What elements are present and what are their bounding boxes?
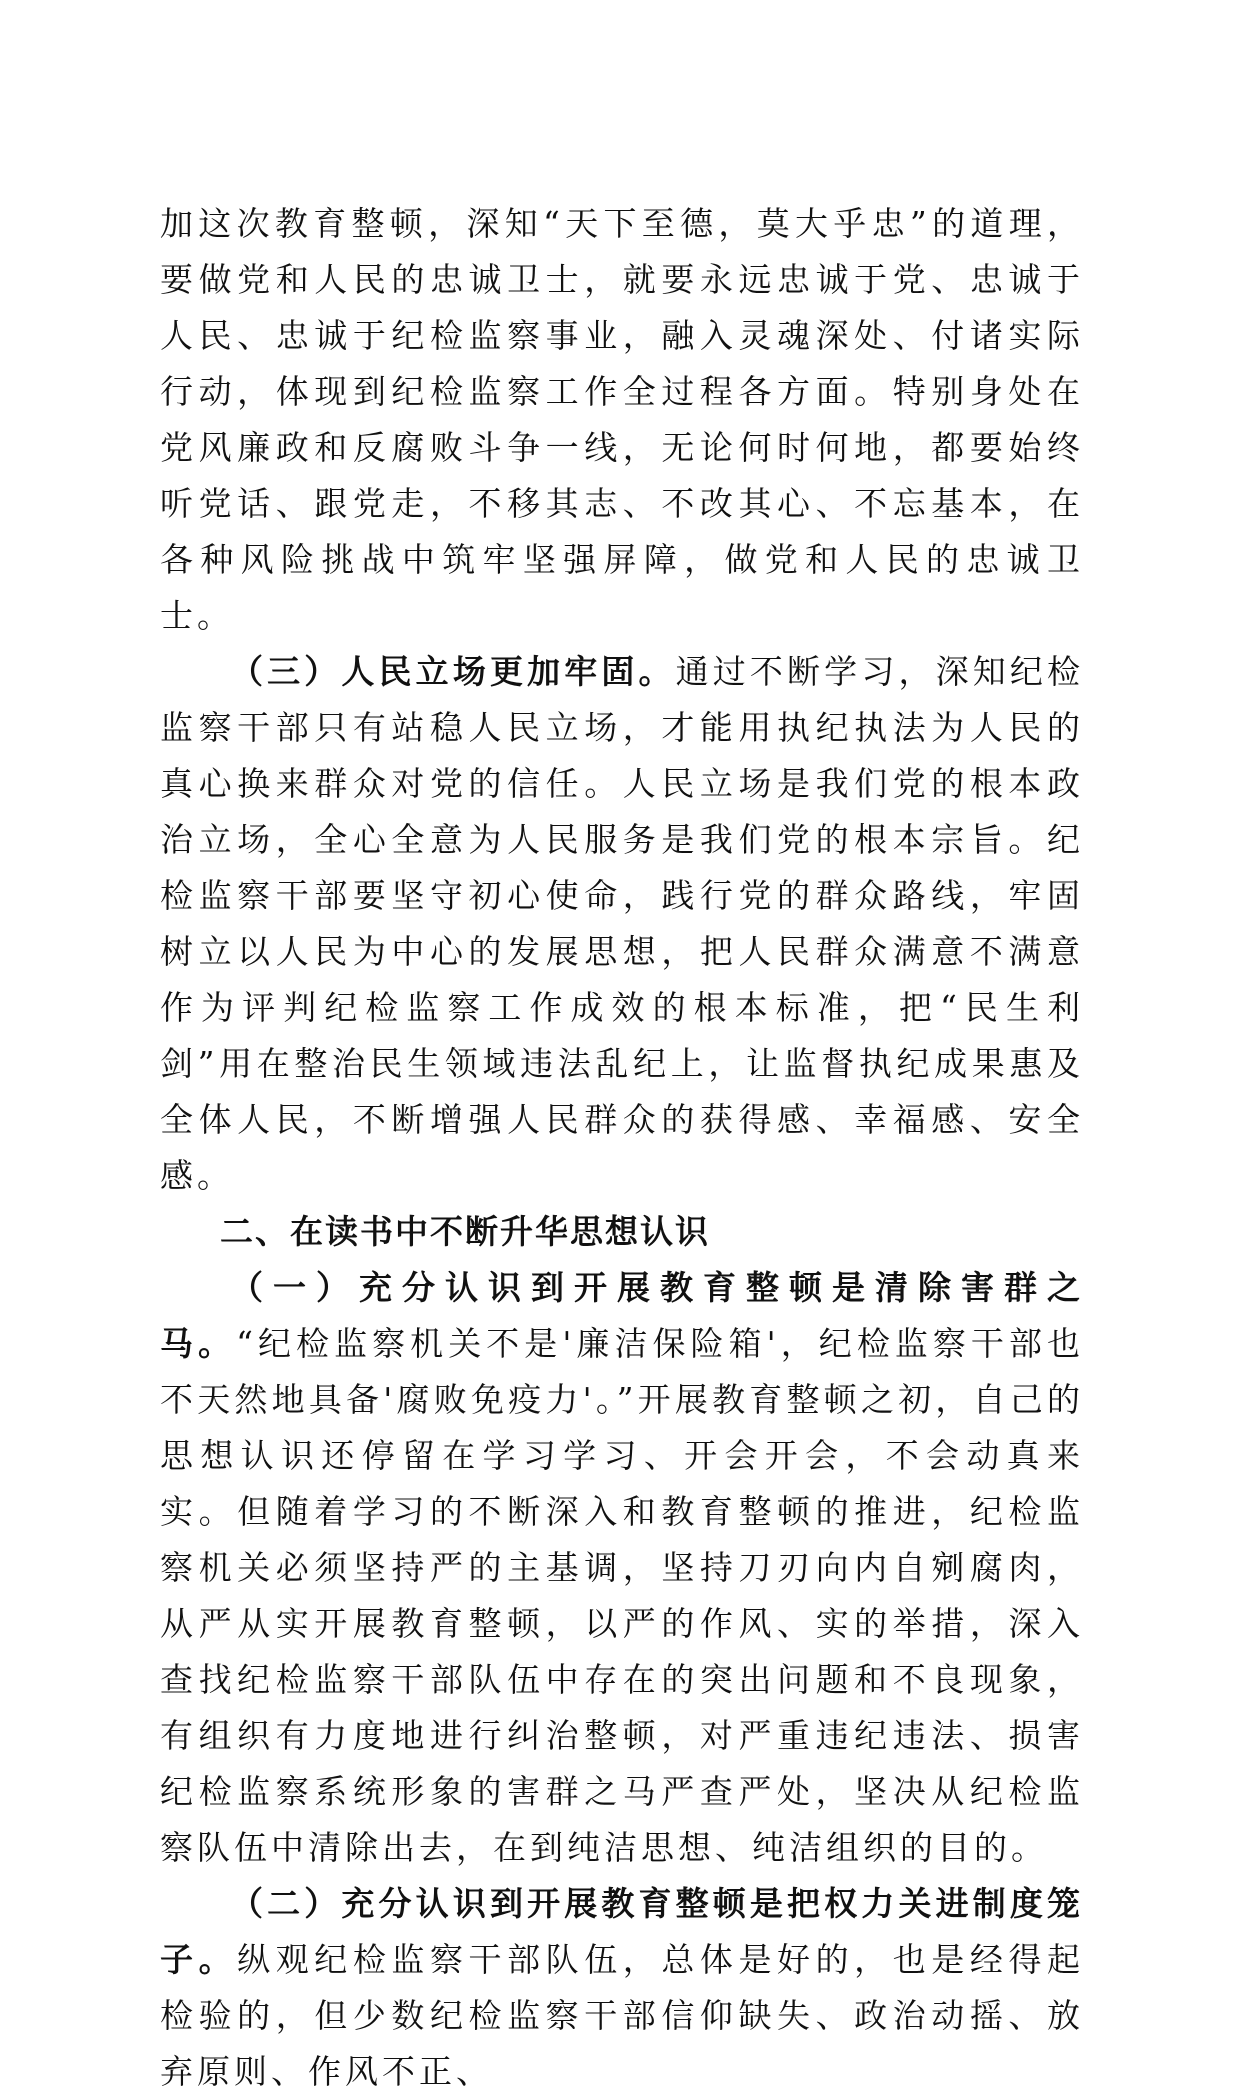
paragraph-power-cage-body: 纵观纪检监察干部队伍，总体是好的，也是经得起检验的，但少数纪检监察干部信仰缺失、政治动摇、放弃原则、作风不正、 bbox=[160, 1940, 1085, 2091]
subheading-power-cage: （二）充分认识到开展教育整顿是把权力关进制度笼子。 bbox=[160, 1884, 1084, 1979]
paragraph-power-cage bbox=[160, 1876, 1084, 2100]
paragraph-clear-out bbox=[160, 1260, 1084, 1876]
subheading-clear-out: （一）充分认识到开展教育整顿是清除害群之马。 bbox=[160, 1268, 1084, 1363]
paragraph-loyalty: 加这次教育整顿，深知“天下至德，莫大乎忠”的道理，要做党和人民的忠诚卫士，就要永远忠诚于党、忠诚于人民、忠诚于纪检监察事业，融入灵魂深处、付诸实际行动，体现到纪检监察工作全过程各方面。特别身处在党风廉政和反腐败斗争一线，无论何时何地，都要始终听党话、跟党走，不移其志、不改其心、不忘基本，在各种风险挑战中筑牢坚强屏障，做党和人民的忠诚卫士。 bbox=[160, 204, 1084, 635]
section-heading-2: 二、在读书中不断升华思想认识 bbox=[220, 1212, 710, 1251]
paragraph-people-stance bbox=[160, 644, 1084, 1204]
subheading-people-stance: （三）人民立场更加牢固。 bbox=[230, 652, 676, 691]
document-page bbox=[160, 196, 1084, 2100]
paragraph-people-stance-body: 通过不断学习，深知纪检监察干部只有站稳人民立场，才能用执纪执法为人民的真心换来群众对党的信任。人民立场是我们党的根本政治立场，全心全意为人民服务是我们党的根本宗旨。纪检监察干部要坚守初心使命，践行党的群众路线，牢固树立以人民为中心的发展思想，把人民群众满意不满意作为评判纪检监察工作成效的根本标准，把“民生利剑”用在整治民生领域违法乱纪上，让监督执纪成果惠及全体人民，不断增强人民群众的获得感、幸福感、安全感。 bbox=[160, 652, 1085, 1195]
paragraph-clear-out-body: “纪检监察机关不是'廉洁保险箱'，纪检监察干部也不天然地具备'腐败免疫力'。”开展教育整顿之初，自己的思想认识还停留在学习学习、开会开会，不会动真来实。但随着学习的不断深入和教育整顿的推进，纪检监察机关必须坚持严的主基调，坚持刀刃向内自剜腐肉，从严从实开展教育整顿，以严的作风、实的举措，深入查找纪检监察干部队伍中存在的突出问题和不良现象，有组织有力度地进行纠治整顿，对严重违纪违法、损害纪检监察系统形象的害群之马严查严处，坚决从纪检监察队伍中清除出去，在到纯洁思想、纯洁组织的目的。 bbox=[160, 1324, 1085, 1867]
